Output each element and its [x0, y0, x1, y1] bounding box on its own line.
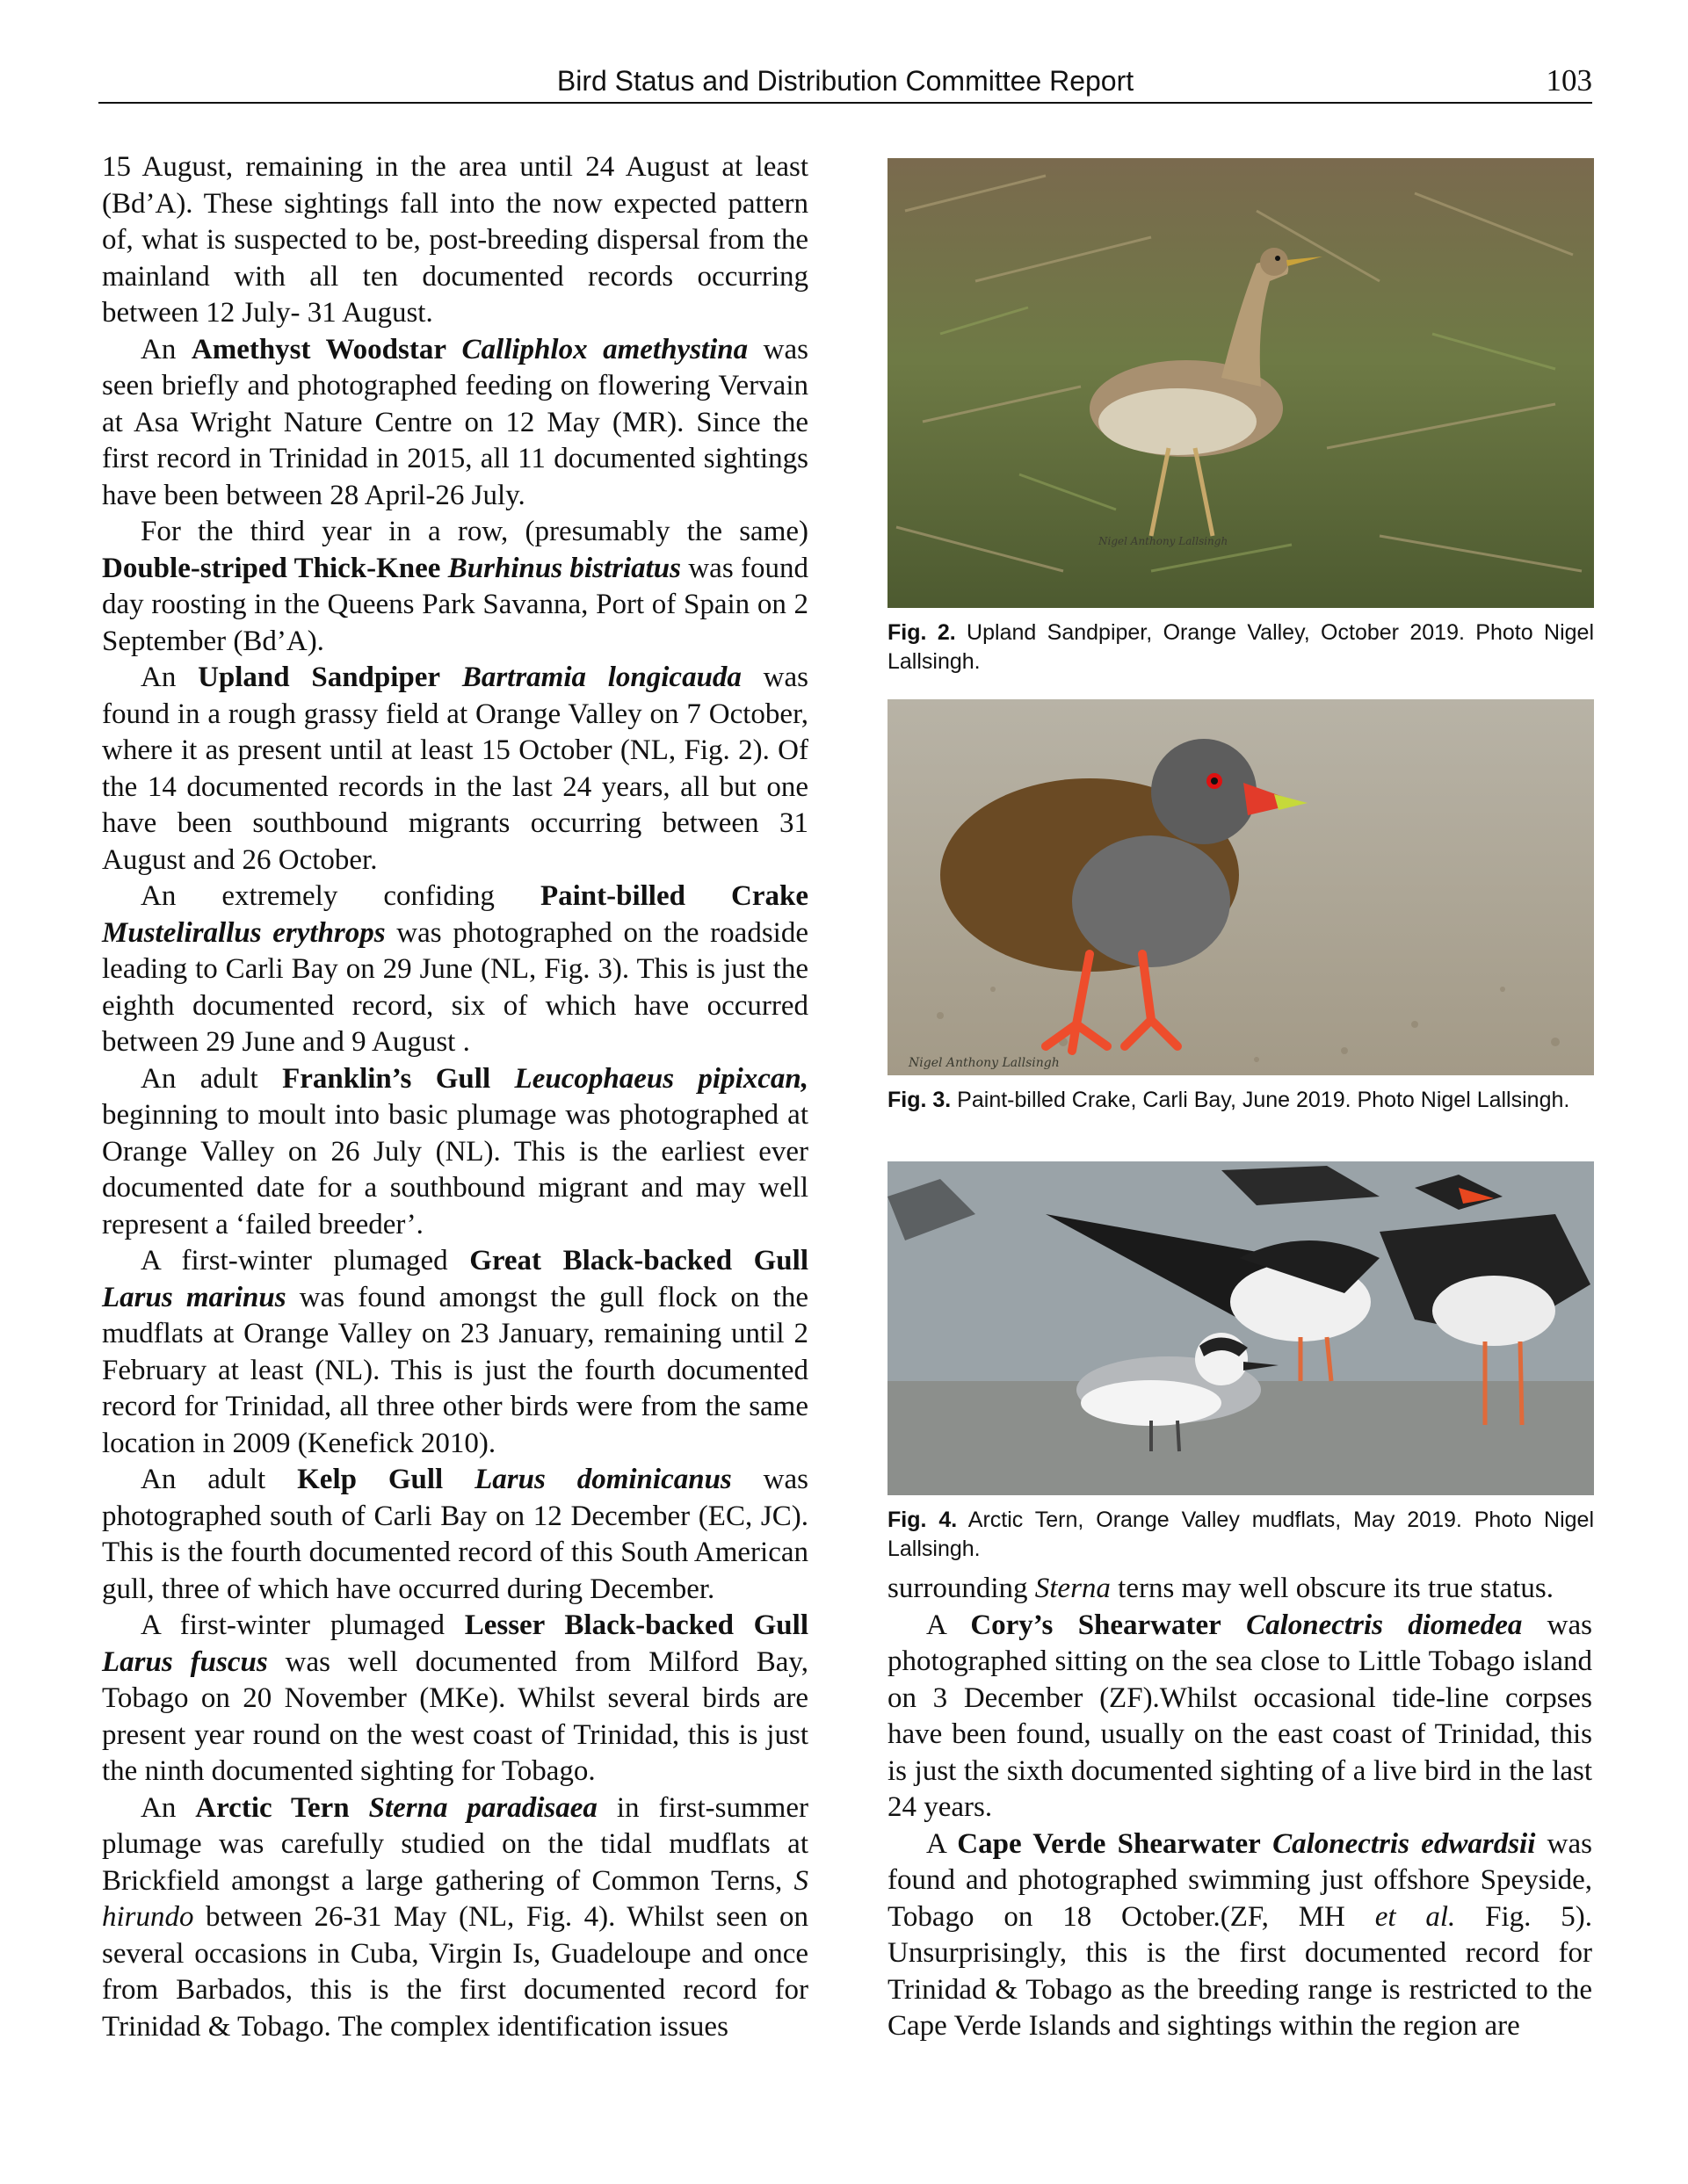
photo-arctic-tern	[887, 1161, 1594, 1495]
species-name: Upland Sandpiper	[198, 662, 441, 693]
paragraph	[887, 1608, 1592, 1826]
species-name: Calonectris edwardsii	[1272, 1827, 1536, 1860]
body-text	[1261, 1828, 1272, 1860]
figure-3-caption	[887, 1086, 1594, 1115]
species-name: Cape Verde Shearwater	[957, 1827, 1261, 1860]
body-text: was seen briefly and photographed feeding on flowering Vervain at Asa Wright Nature Centre on 12 May (MR). Since the first record in Trinidad in 2015, all 11 documented sightings have been between 28 April-26 July.	[102, 333, 809, 511]
paragraph	[887, 1571, 1592, 1608]
body-text	[490, 1063, 514, 1095]
body-text: An	[141, 333, 192, 365]
body-text: An extremely confiding	[141, 880, 540, 912]
body-text: A first-winter plumaged	[141, 1245, 470, 1276]
figure-3-caption-text: Paint-billed Crake, Carli Bay, June 2019. Photo Nigel Lallsingh.	[951, 1088, 1570, 1112]
body-text	[443, 1464, 475, 1495]
species-name: Sterna paradisaea	[368, 1791, 598, 1824]
paragraph	[102, 514, 808, 660]
body-text: surrounding	[887, 1573, 1035, 1604]
photo-paint-billed-crake	[887, 699, 1594, 1075]
body-text: in first-summer plumage was carefully studied on the tidal mudflats at Brickfield amongst a large gathering of Common Terns,	[102, 1791, 808, 1897]
figure-4-label: Fig. 4.	[887, 1508, 958, 1532]
body-text: An	[141, 1791, 196, 1824]
species-name: Double-striped Thick-Knee	[102, 552, 441, 584]
body-text: was photographed on the roadside leading to Carli Bay on 29 June (NL, Fig. 3). This is just the eighth documented record, six of which have occurred between 29 June and 9 August .	[102, 916, 808, 1058]
paragraph	[102, 660, 808, 879]
body-text: was photographed south of Carli Bay on 12 December (EC, JC). This is the fourth documented record of this South American gull, three of which have occurred during December.	[102, 1464, 809, 1605]
species-name: Paint-billed Crake	[540, 880, 808, 912]
body-text	[440, 553, 447, 584]
body-text: For the third year in a row, (presumably the same)	[141, 516, 808, 547]
body-text: was found day roosting in the Queens Park Savanna, Port of Spain on 2 September (Bd’A).	[102, 552, 808, 657]
figure-2-label: Fig. 2.	[887, 620, 956, 645]
body-text: A	[926, 1609, 971, 1641]
species-name: Calliphlox amethystina	[461, 333, 749, 365]
species-name: Bartramia longicauda	[461, 662, 742, 693]
paragraph	[887, 1826, 1592, 2045]
figure-4-caption-text: Arctic Tern, Orange Valley mudflats, May 2019. Photo Nigel Lallsingh.	[887, 1508, 1594, 1561]
body-text	[350, 1792, 369, 1824]
italic-text: et al.	[1374, 1900, 1456, 1933]
figure-3	[887, 699, 1594, 1115]
body-text: A first-winter plumaged	[141, 1609, 465, 1641]
paragraph	[102, 1462, 808, 1608]
header-title: Bird Status and Distribution Committee Report	[556, 65, 1134, 97]
species-name: Larus marinus	[102, 1281, 286, 1313]
body-text: 15 August, remaining in the area until 24 August at least (Bd’A). These sightings fall into the now expected pattern of, what is suspected to be, post-breeding dispersal from the mainland with all ten documented records occurring between 12 July- 31 August.	[102, 151, 808, 329]
species-name: Burhinus bistriatus	[447, 552, 681, 584]
body-text: terns may well obscure its true status.	[1110, 1573, 1554, 1604]
figure-2	[887, 158, 1594, 676]
species-name: Calonectris diomedea	[1246, 1609, 1523, 1641]
body-text	[440, 662, 462, 693]
body-text: between 26-31 May (NL, Fig. 4). Whilst seen on several occasions in Cuba, Virgin Is, Guadeloupe and once from Barbados, this is the first documented record for Trinidad & Tobago. The complex identification issues	[102, 1901, 808, 2043]
body-text	[1221, 1609, 1246, 1641]
running-header	[98, 61, 1592, 104]
body-text: was photographed sitting on the sea close to Little Tobago island on 3 December (ZF).Whilst occasional tide-line corpses have been found, usually on the east coast of Trinidad, this is just the sixth documented sighting of a live bird in the last 24 years.	[887, 1609, 1593, 1823]
species-name: Kelp Gull	[297, 1464, 444, 1495]
paragraph	[102, 1790, 808, 2046]
paragraph	[102, 149, 808, 332]
paragraph	[102, 1243, 808, 1462]
species-name: Great Black-backed Gull	[469, 1245, 808, 1276]
paragraph	[102, 332, 808, 515]
paragraph	[102, 1608, 808, 1790]
figure-2-caption	[887, 618, 1594, 676]
body-text: An adult	[141, 1464, 298, 1495]
body-text: An	[141, 662, 199, 693]
body-text: An adult	[141, 1062, 283, 1095]
body-text: Fig. 5). Unsurprisingly, this is the first documented record for Trinidad & Tobago as the breeding range is restricted to the Cape Verde Islands and sightings within the region are	[887, 1900, 1592, 2042]
species-name: Mustelirallus erythrops	[102, 916, 386, 949]
species-name: Arctic Tern	[195, 1791, 350, 1824]
paragraph	[102, 879, 808, 1061]
italic-text: S hirundo	[102, 1864, 808, 1933]
species-name: Cory’s Shearwater	[970, 1609, 1221, 1641]
body-text	[446, 334, 462, 365]
species-name: Larus dominicanus	[475, 1464, 732, 1495]
species-name: Lesser Black-backed Gull	[464, 1609, 809, 1641]
body-text: was found in a rough grassy field at Orange Valley on 7 October, where it as present until at least 15 October (NL, Fig. 2). Of the 14 documented records in the last 24 years, all but one have been southbound migrants occurring between 31 August and 26 October.	[102, 662, 808, 876]
figure-4	[887, 1161, 1594, 1564]
body-text: beginning to moult into basic plumage was photographed at Orange Valley on 26 July (NL). This is the earliest ever documented date for a southbound migrant and may well represent a ‘failed breeder’.	[102, 1099, 808, 1240]
species-name: Leucophaeus pipixcan,	[514, 1062, 808, 1095]
paragraph	[102, 1061, 808, 1244]
figure-4-caption	[887, 1506, 1594, 1564]
figure-2-caption-text: Upland Sandpiper, Orange Valley, October 2019. Photo Nigel Lallsingh.	[887, 620, 1594, 674]
photo-watermark: Nigel Anthony Lallsingh	[909, 1056, 1060, 1070]
species-name: Amethyst Woodstar	[191, 333, 446, 365]
photo-watermark: Nigel Anthony Lallsingh	[1098, 535, 1228, 547]
species-name: Larus fuscus	[102, 1645, 268, 1678]
right-text-column	[887, 1571, 1592, 2045]
figure-3-label: Fig. 3.	[887, 1088, 952, 1112]
body-text: A	[926, 1827, 958, 1860]
page-number: 103	[1546, 63, 1592, 98]
left-text-column	[102, 149, 808, 2045]
species-name: Franklin’s Gull	[282, 1062, 491, 1095]
photo-upland-sandpiper	[887, 158, 1594, 608]
body-text: was well documented from Milford Bay, Tobago on 20 November (MKe). Whilst several birds are present year round on the west coast of Trinidad, this is just the ninth documented sighting for Tobago.	[102, 1645, 808, 1787]
body-text: was found amongst the gull flock on the mudflats at Orange Valley on 23 January, remaining until 2 February at least (NL). This is just the fourth documented record for Trinidad, all three other birds were from the same location in 2009 (Kenefick 2010).	[102, 1281, 808, 1459]
italic-text: Sterna	[1034, 1573, 1111, 1604]
body-text: was found and photographed swimming just offshore Speyside, Tobago on 18 October.(ZF, MH	[887, 1827, 1593, 1933]
